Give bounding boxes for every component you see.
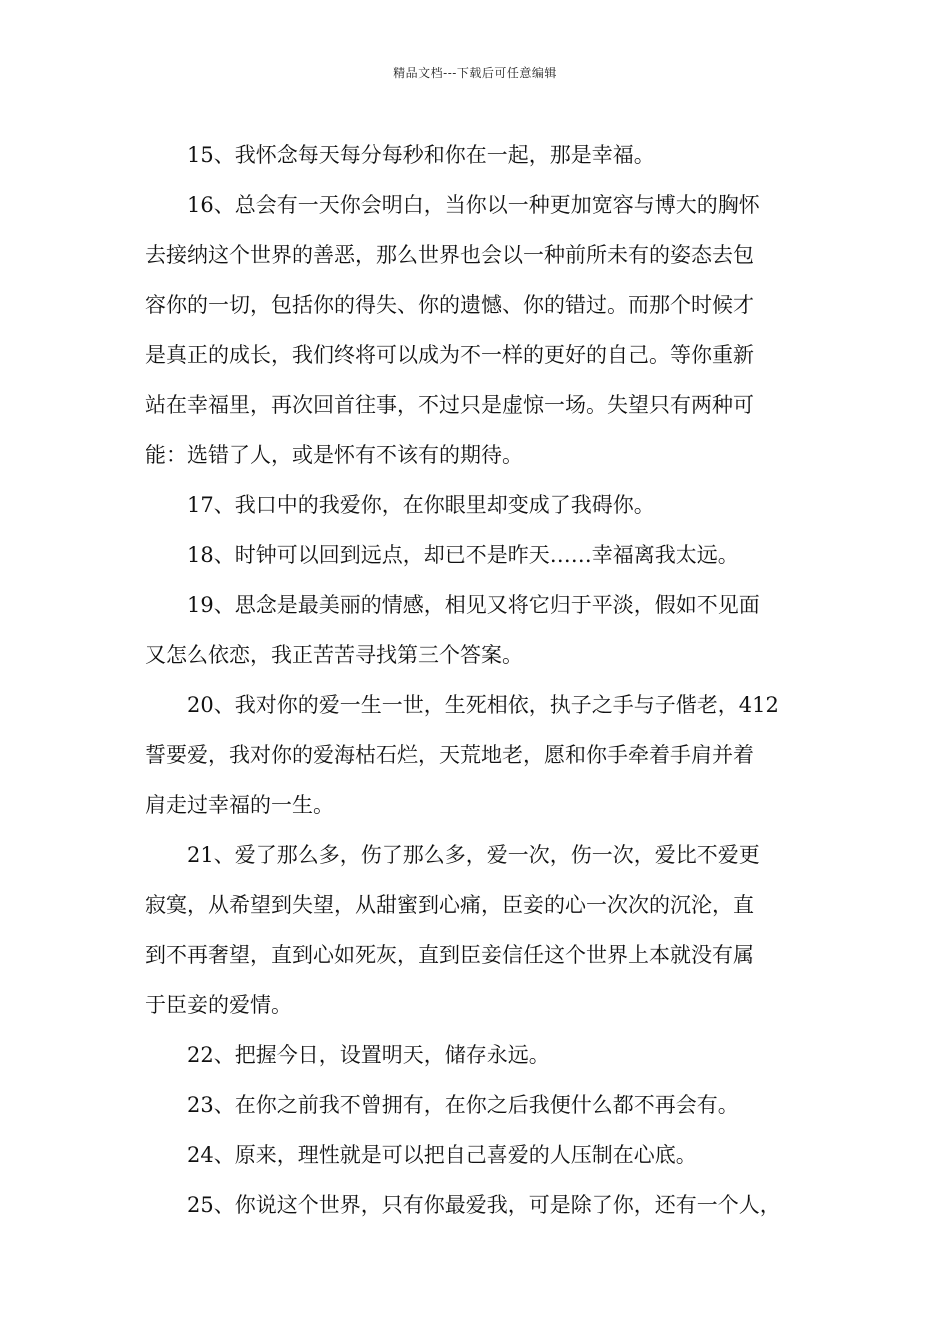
paragraph xyxy=(145,180,817,480)
text-line: 是真正的成长，我们终将可以成为不一样的更好的自己。等你重新 xyxy=(145,343,754,367)
text-line: 22、把握今日，设置明天，储存永远。 xyxy=(187,1043,550,1067)
text-line: 16、总会有一天你会明白，当你以一种更加宽容与博大的胸怀 xyxy=(187,193,760,217)
text-line: 肩走过幸福的一生。 xyxy=(145,793,334,817)
text-line: 能：选错了人，或是怀有不该有的期待。 xyxy=(145,443,523,467)
text-line: 19、思念是最美丽的情感，相见又将它归于平淡，假如不见面 xyxy=(187,593,760,617)
text-line: 20、我对你的爱一生一世，生死相依，执子之手与子偕老，412 xyxy=(187,693,779,717)
text-line: 21、爱了那么多，伤了那么多，爱一次，伤一次，爱比不爱更 xyxy=(187,843,760,867)
text-line: 25、你说这个世界，只有你最爱我，可是除了你，还有一个人， xyxy=(187,1193,781,1217)
paragraph xyxy=(145,1030,817,1080)
paragraph xyxy=(145,1180,817,1230)
paragraph xyxy=(145,680,817,830)
text-line: 到不再奢望，直到心如死灰，直到臣妾信任这个世界上本就没有属 xyxy=(145,943,754,967)
text-line: 24、原来，理性就是可以把自己喜爱的人压制在心底。 xyxy=(187,1143,697,1167)
paragraph xyxy=(145,830,817,1030)
paragraph xyxy=(145,130,817,180)
text-line: 又怎么依恋，我正苦苦寻找第三个答案。 xyxy=(145,643,523,667)
document-body xyxy=(145,130,817,1230)
paragraph xyxy=(145,1080,817,1130)
text-line: 于臣妾的爱情。 xyxy=(145,993,292,1017)
paragraph xyxy=(145,480,817,530)
text-line: 誓要爱，我对你的爱海枯石烂，天荒地老，愿和你手牵着手肩并着 xyxy=(145,743,754,767)
paragraph xyxy=(145,530,817,580)
text-line: 17、我口中的我爱你，在你眼里却变成了我碍你。 xyxy=(187,493,655,517)
text-line: 容你的一切，包括你的得失、你的遗憾、你的错过。而那个时候才 xyxy=(145,293,754,317)
text-line: 去接纳这个世界的善恶，那么世界也会以一种前所未有的姿态去包 xyxy=(145,243,754,267)
paragraph xyxy=(145,580,817,680)
text-line: 18、时钟可以回到远点，却已不是昨天……幸福离我太远。 xyxy=(187,543,739,567)
text-line: 23、在你之前我不曾拥有，在你之后我便什么都不再会有。 xyxy=(187,1093,739,1117)
text-line: 站在幸福里，再次回首往事，不过只是虚惊一场。失望只有两种可 xyxy=(145,393,754,417)
text-line: 寂寞，从希望到失望，从甜蜜到心痛，臣妾的心一次次的沉沦，直 xyxy=(145,893,754,917)
paragraph xyxy=(145,1130,817,1180)
page-header: 精品文档---下载后可任意编辑 xyxy=(393,66,557,80)
text-line: 15、我怀念每天每分每秒和你在一起，那是幸福。 xyxy=(187,143,655,167)
